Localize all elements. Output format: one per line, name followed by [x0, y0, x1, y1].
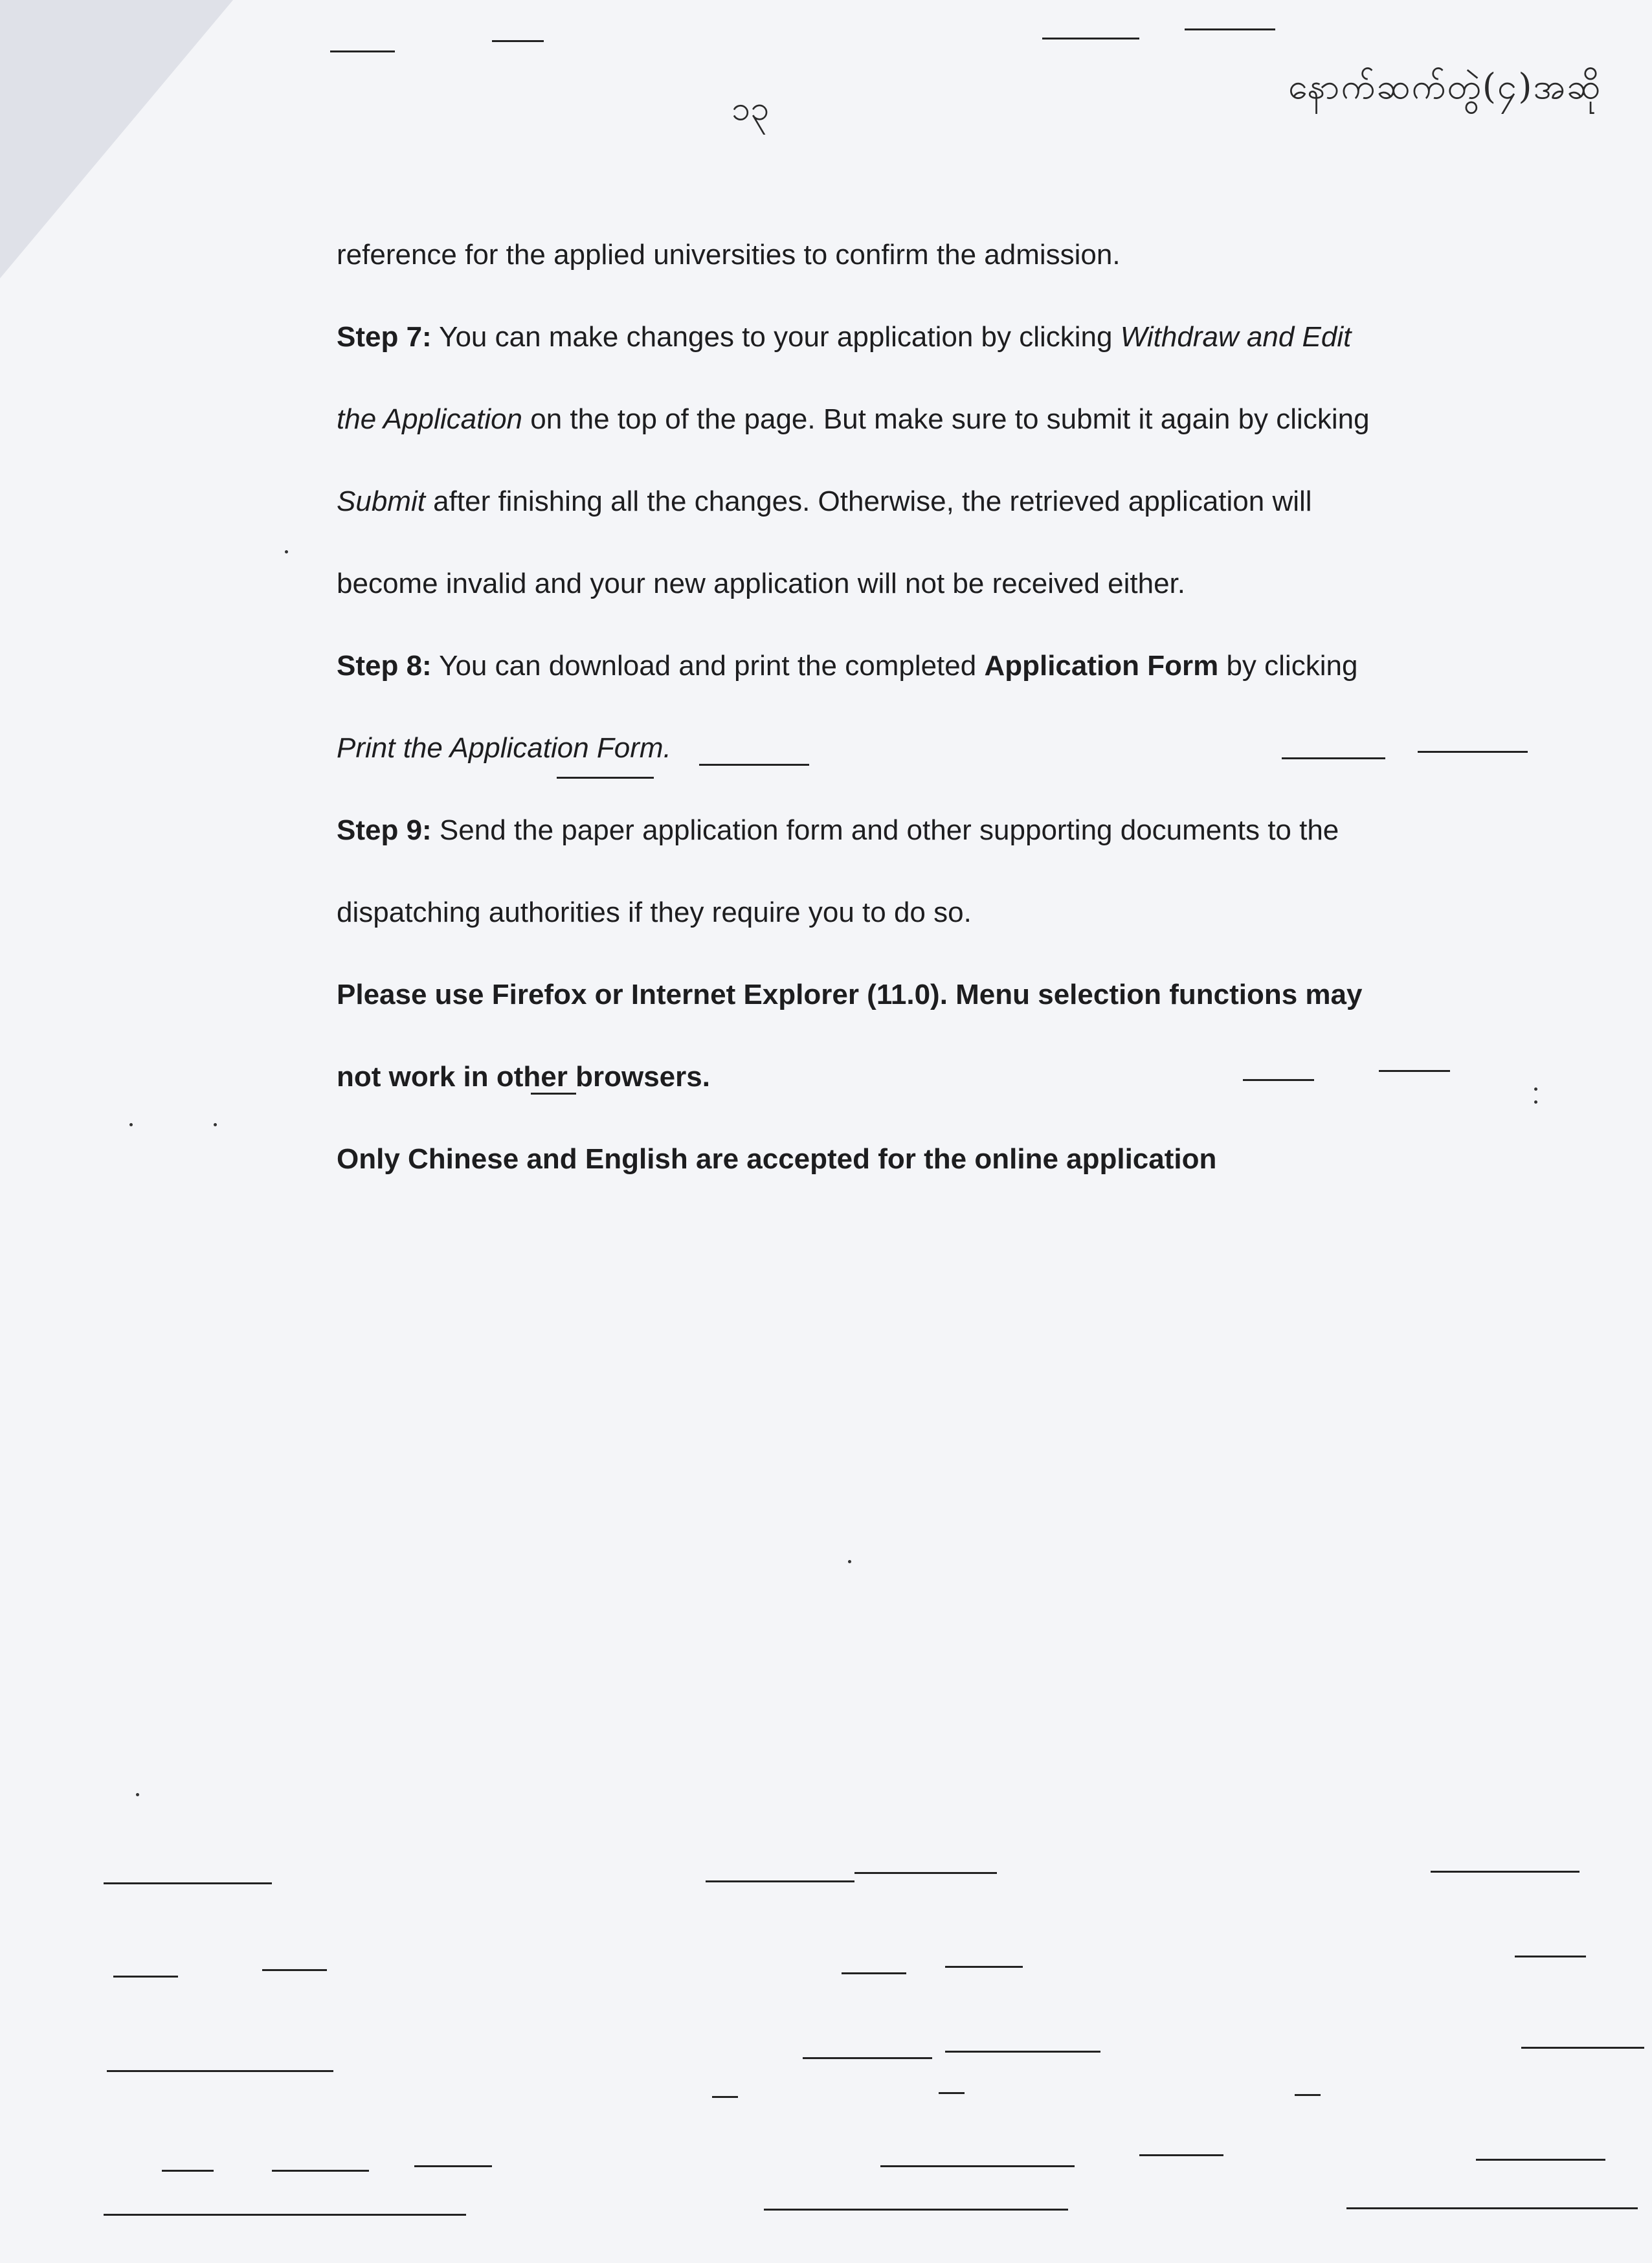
step-8-text: You can download and print the completed — [431, 650, 985, 682]
scan-artifact — [1042, 38, 1139, 39]
browser-note-line-2 — [337, 1036, 1424, 1118]
print-form-reference: Print the Application Form. — [337, 732, 671, 764]
scan-artifact — [113, 1976, 178, 1978]
folded-page-corner — [0, 0, 233, 278]
scan-artifact — [1295, 2094, 1321, 2096]
scan-artifact — [1346, 2207, 1638, 2209]
scan-artifact — [854, 1872, 997, 1874]
language-note-line — [337, 1118, 1424, 1200]
scan-artifact — [1185, 28, 1275, 30]
submit-reference: Submit — [337, 485, 425, 517]
gazette-appendix-label: နောက်ဆက်တွဲ(၄)အဆို — [1288, 66, 1602, 107]
scan-artifact — [262, 1969, 327, 1971]
scan-artifact — [1431, 1871, 1579, 1873]
step-9-line-2 — [337, 871, 1424, 953]
scan-artifact — [1521, 2047, 1644, 2049]
scan-artifact — [107, 2070, 333, 2072]
scan-speck — [136, 1793, 139, 1796]
body-line — [337, 214, 1424, 296]
scan-artifact — [939, 2092, 965, 2094]
scan-artifact — [104, 2214, 466, 2216]
browser-note: Please use Firefox or Internet Explorer (11.0). Menu selection functions may — [337, 979, 1363, 1010]
application-form-reference: Application Form — [984, 650, 1219, 682]
scan-artifact — [162, 2170, 214, 2172]
scan-artifact — [880, 2165, 1075, 2167]
scan-speck — [285, 550, 288, 553]
scan-artifact — [945, 1966, 1023, 1968]
scan-speck — [129, 1123, 133, 1126]
scan-speck — [214, 1123, 217, 1126]
scan-artifact — [1476, 2159, 1605, 2161]
scan-artifact — [1515, 1956, 1586, 1957]
scan-artifact — [1243, 1079, 1314, 1081]
step-9-text: dispatching authorities if they require you to do so. — [337, 897, 972, 928]
scan-speck — [1534, 1100, 1537, 1104]
step-8-label: Step 8: — [337, 650, 432, 682]
scan-artifact — [272, 2170, 369, 2172]
scan-artifact — [706, 1880, 854, 1882]
scan-artifact — [699, 764, 809, 766]
scan-artifact — [842, 1972, 906, 1974]
scan-artifact — [1418, 751, 1528, 753]
document-body — [337, 214, 1424, 1200]
scan-artifact — [945, 2051, 1100, 2053]
scan-artifact — [1379, 1070, 1450, 1072]
language-note: Only Chinese and English are accepted for the online application — [337, 1143, 1217, 1175]
page-number: ၁၃ — [731, 89, 770, 128]
step-7-text: after finishing all the changes. Otherwise, the retrieved application will — [425, 485, 1312, 517]
scan-artifact — [803, 2057, 932, 2059]
step-9-label: Step 9: — [337, 814, 432, 846]
browser-note: not work in other browsers. — [337, 1061, 710, 1093]
browser-note-line-1 — [337, 953, 1424, 1036]
scan-artifact — [557, 777, 654, 779]
step-8-line-2 — [337, 707, 1424, 789]
scan-speck — [848, 1560, 851, 1563]
step-7-line-3 — [337, 460, 1424, 542]
scan-speck — [1534, 1087, 1537, 1091]
scan-artifact — [1139, 2154, 1223, 2156]
step-7-line-4 — [337, 542, 1424, 625]
step-8-text: by clicking — [1218, 650, 1358, 682]
step-9-line-1 — [337, 789, 1424, 871]
step-7-text: become invalid and your new application will not be received either. — [337, 568, 1185, 599]
step-7-line-2 — [337, 378, 1424, 460]
scan-artifact — [492, 40, 544, 42]
withdraw-edit-reference: Withdraw and Edit — [1120, 321, 1352, 353]
scan-artifact — [330, 50, 395, 52]
step-8-line-1 — [337, 625, 1424, 707]
scan-artifact — [764, 2209, 1068, 2211]
scan-artifact — [414, 2165, 492, 2167]
scan-artifact — [104, 1882, 272, 1884]
scan-artifact — [712, 2096, 738, 2098]
step-9-text: Send the paper application form and other supporting documents to the — [431, 814, 1339, 846]
scan-artifact — [1282, 757, 1385, 759]
step-7-text: on the top of the page. But make sure to submit it again by clicking — [522, 403, 1370, 435]
step-7-line-1 — [337, 296, 1424, 378]
continuation-text: reference for the applied universities to confirm the admission. — [337, 239, 1121, 271]
scan-artifact — [531, 1093, 576, 1095]
step-7-text: You can make changes to your application by clicking — [431, 321, 1121, 353]
step-7-label: Step 7: — [337, 321, 432, 353]
withdraw-edit-reference-cont: the Application — [337, 403, 523, 435]
